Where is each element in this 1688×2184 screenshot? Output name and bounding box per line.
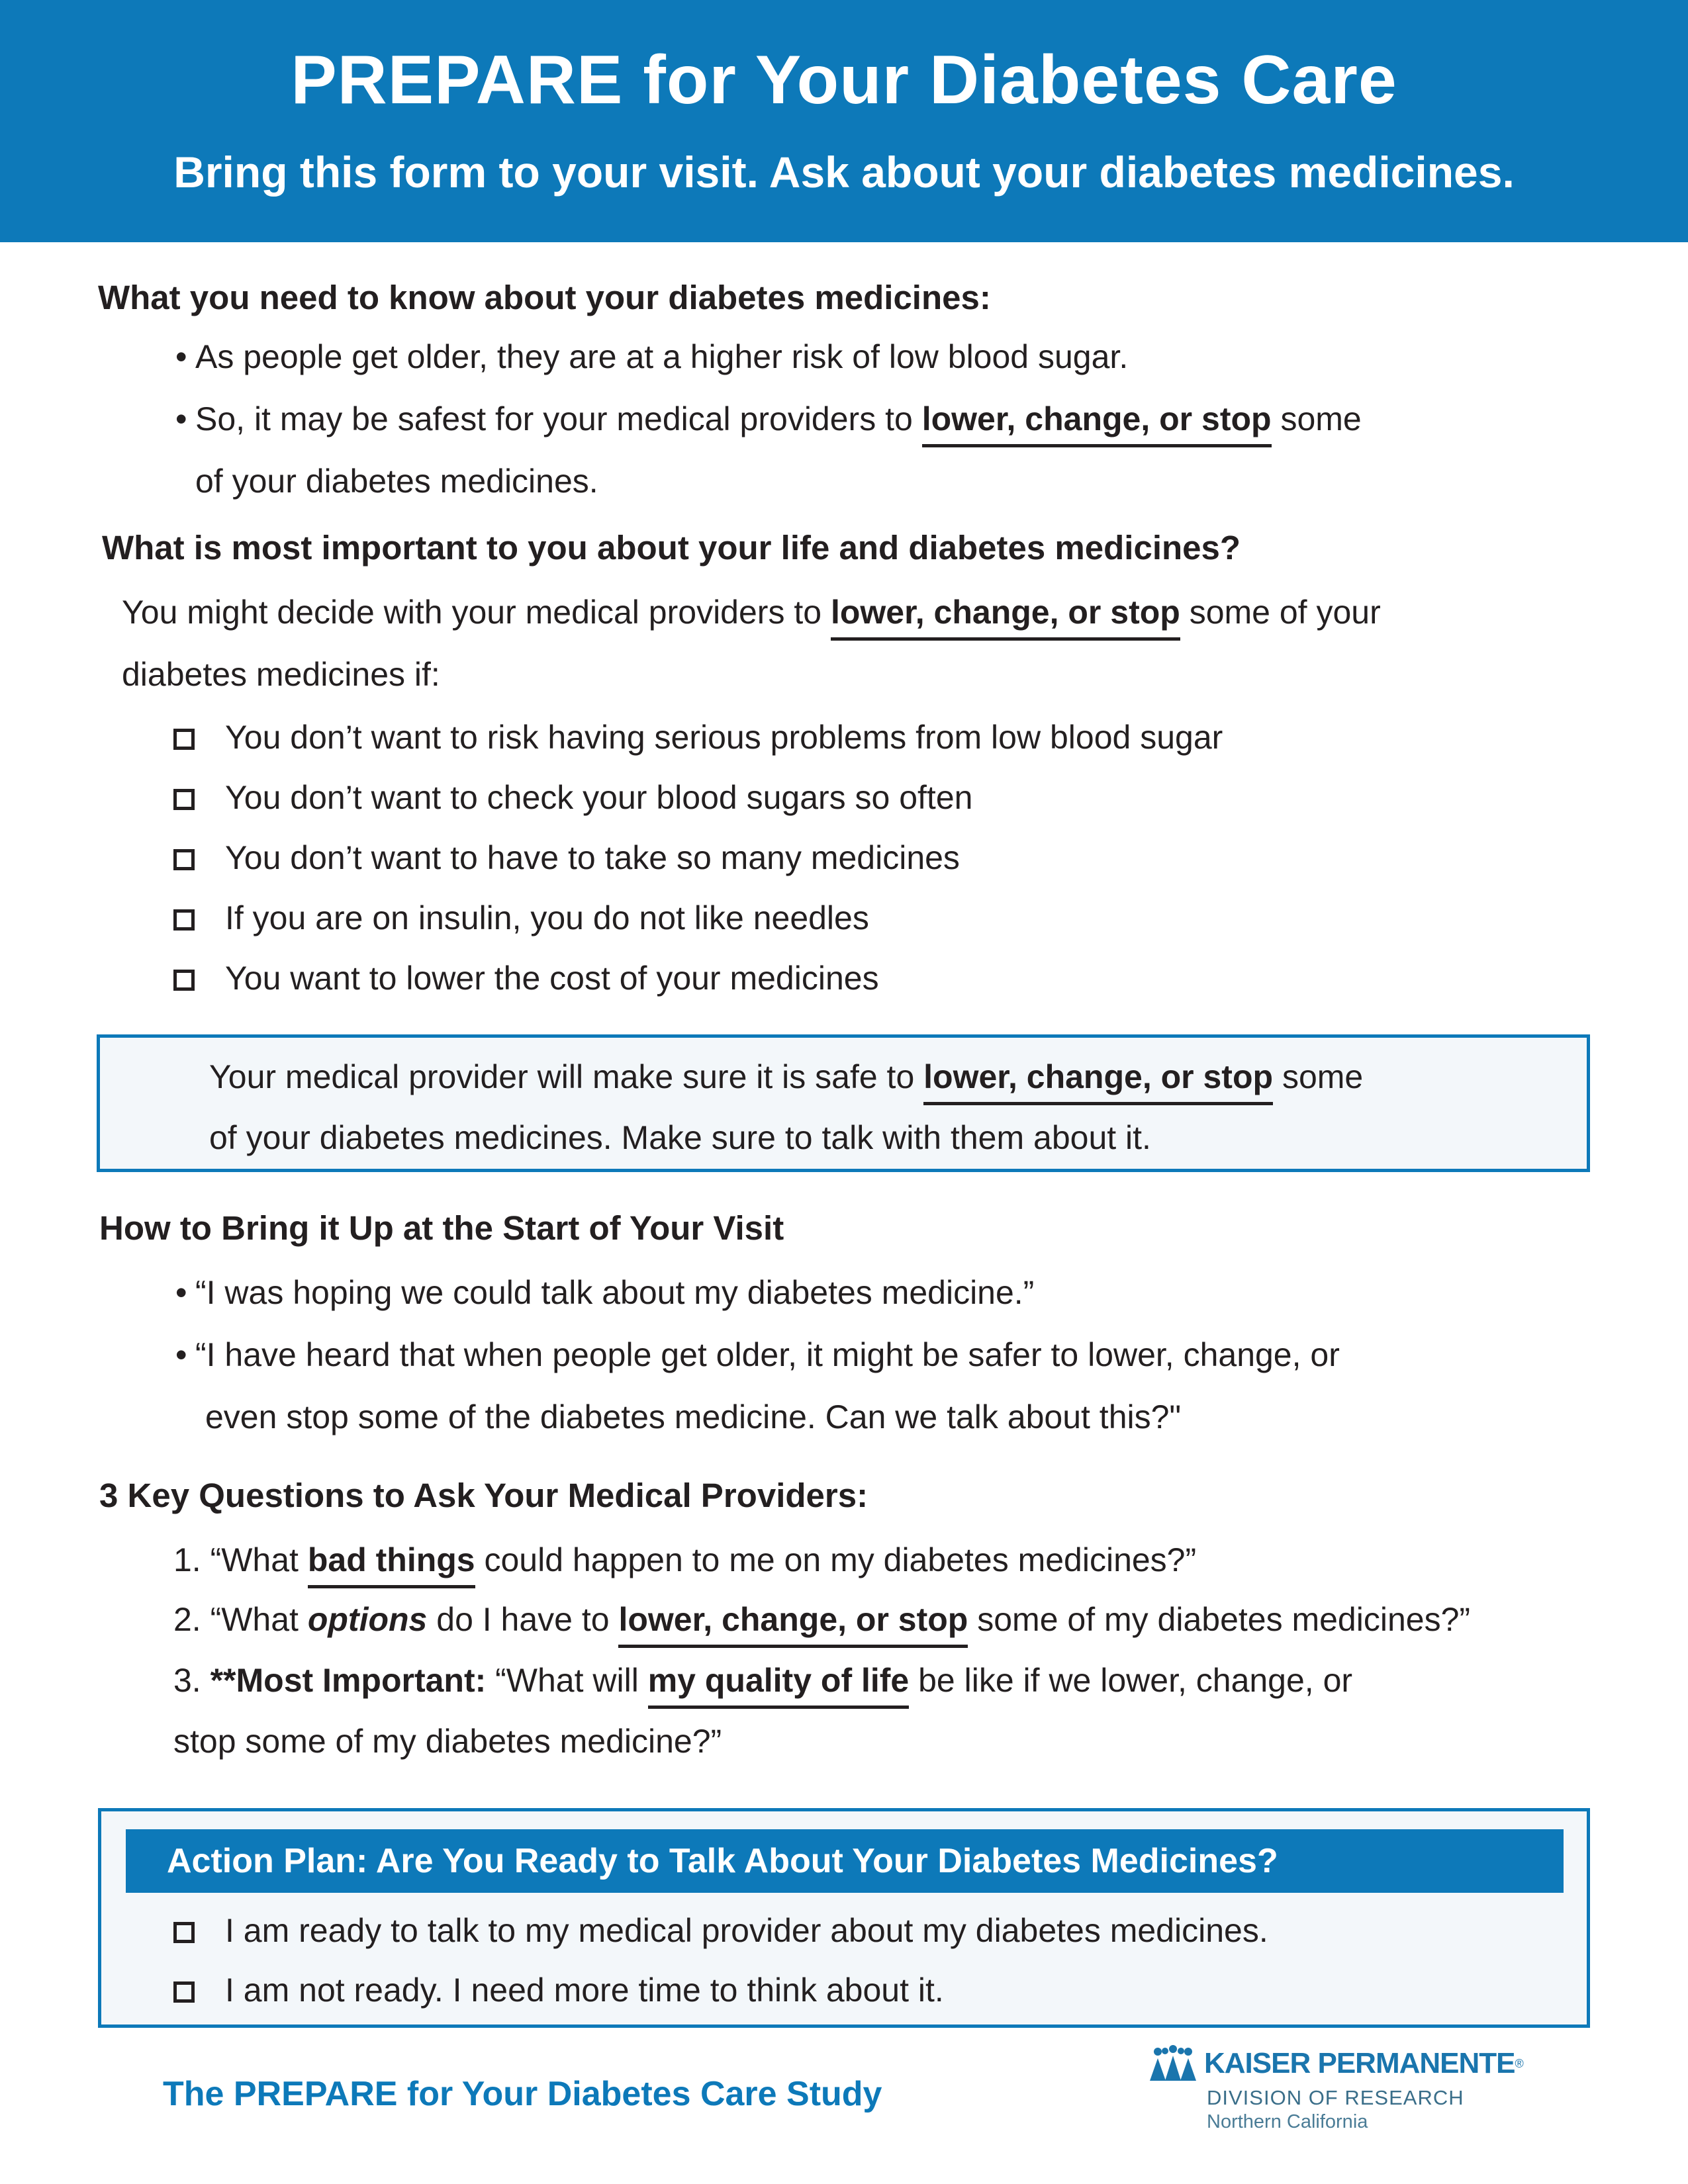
action-plan-heading: Action Plan: Are You Ready to Talk About Your Diabetes Medicines? — [126, 1829, 1564, 1893]
bullet-icon: • — [175, 338, 187, 375]
know-bullet-2-cont: of your diabetes medicines. — [195, 463, 598, 500]
know-bullet-1: • As people get older, they are at a higher risk of low blood sugar. — [175, 338, 1129, 375]
action-option-row: I am not ready. I need more time to think about it. — [173, 1971, 944, 2009]
footer-study-name: The PREPARE for Your Diabetes Care Study — [163, 2075, 882, 2113]
emphasis-quality-of-life: my quality of life — [647, 1662, 910, 1699]
option-row: You don’t want to have to take so many medicines — [173, 839, 960, 877]
bring-up-quote-1: • “I was hoping we could talk about my diabetes medicine.” — [175, 1274, 1035, 1311]
option-row: You don’t want to check your blood sugars so often — [173, 778, 972, 817]
emphasis-options: options — [307, 1601, 428, 1638]
notice-line-2: of your diabetes medicines. Make sure to talk with them about it. — [209, 1119, 1151, 1156]
emphasis-bad-things: bad things — [307, 1541, 475, 1578]
questions-heading: 3 Key Questions to Ask Your Medical Providers: — [99, 1477, 868, 1514]
kp-people-icon — [1149, 2045, 1197, 2082]
most-important-label: **Most Important: — [210, 1662, 487, 1699]
kaiser-permanente-logo: KAISER PERMANENTE ® DIVISION OF RESEARCH Northern California — [1149, 2045, 1524, 2133]
question-2: 2. “What options do I have to lower, change, or stop some of my diabetes medicines?” — [173, 1601, 1471, 1638]
header-banner — [0, 0, 1688, 242]
important-intro-cont: diabetes medicines if: — [122, 656, 440, 693]
logo-region: Northern California — [1207, 2111, 1368, 2132]
checkbox[interactable] — [173, 789, 195, 810]
emphasis-lower-change-stop: lower, change, or stop — [830, 594, 1180, 631]
notice-line-1: Your medical provider will make sure it is safe to lower, change, or stop some — [209, 1058, 1364, 1095]
option-row: You want to lower the cost of your medicines — [173, 959, 879, 997]
option-row: If you are on insulin, you do not like needles — [173, 899, 869, 937]
emphasis-lower-change-stop: lower, change, or stop — [618, 1601, 968, 1638]
checkbox[interactable] — [173, 849, 195, 870]
page-title: PREPARE for Your Diabetes Care — [291, 42, 1397, 118]
checkbox[interactable] — [173, 909, 195, 931]
action-option-row: I am ready to talk to my medical provider about my diabetes medicines. — [173, 1911, 1268, 1950]
question-1: 1. “What bad things could happen to me on my diabetes medicines?” — [173, 1541, 1197, 1578]
bring-up-quote-2-cont: even stop some of the diabetes medicine. Can we talk about this?" — [205, 1398, 1182, 1435]
bullet-icon: • — [175, 1274, 187, 1311]
bullet-icon: • — [175, 400, 187, 437]
checkbox[interactable] — [173, 1981, 195, 2003]
logo-division: DIVISION OF RESEARCH — [1207, 2086, 1464, 2109]
important-heading: What is most important to you about your life and diabetes medicines? — [102, 529, 1241, 567]
question-3: 3. **Most Important: “What will my quality of life be like if we lower, change, or — [173, 1662, 1353, 1699]
checkbox[interactable] — [173, 729, 195, 750]
emphasis-lower-change-stop: lower, change, or stop — [921, 400, 1272, 437]
important-intro: You might decide with your medical providers to lower, change, or stop some of your — [122, 594, 1381, 631]
emphasis-lower-change-stop: lower, change, or stop — [923, 1058, 1274, 1095]
checkbox[interactable] — [173, 1922, 195, 1943]
bring-up-heading: How to Bring it Up at the Start of Your Visit — [99, 1209, 784, 1247]
know-heading: What you need to know about your diabetes medicines: — [98, 279, 991, 316]
option-row: You don’t want to risk having serious problems from low blood sugar — [173, 718, 1223, 756]
bullet-icon: • — [175, 1336, 187, 1373]
page-subtitle: Bring this form to your visit. Ask about your diabetes medicines. — [173, 148, 1515, 197]
checkbox[interactable] — [173, 970, 195, 991]
question-3-cont: stop some of my diabetes medicine?” — [173, 1723, 722, 1760]
know-bullet-2: • So, it may be safest for your medical providers to lower, change, or stop some — [175, 400, 1362, 437]
bring-up-quote-2: • “I have heard that when people get older, it might be safer to lower, change, or — [175, 1336, 1340, 1373]
